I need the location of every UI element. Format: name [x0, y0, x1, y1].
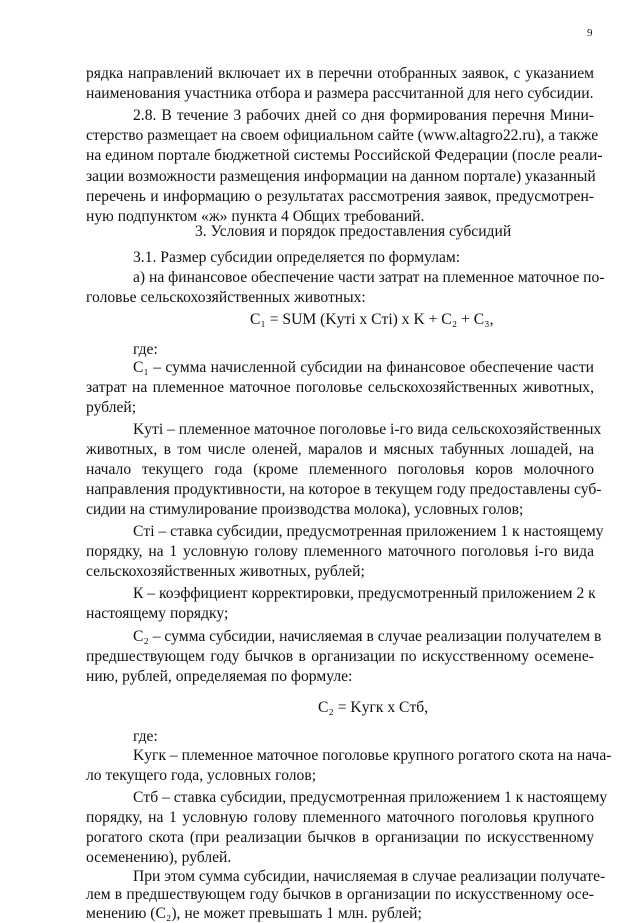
- paragraph-line: зации возможности размещения информации на данном портале) указанный: [86, 168, 596, 185]
- paragraph-line: предшествующем году бычков в организации по искусственному осемене-: [86, 648, 594, 665]
- paragraph-line: рогатого скота (при реализации бычков в организации по искусственному: [86, 829, 594, 846]
- paragraph-line: 3.1. Размер субсидии определяется по формулам:: [133, 249, 461, 266]
- paragraph-line: рублей;: [86, 399, 137, 416]
- paragraph-line: осеменению), рублей.: [86, 849, 232, 866]
- formula: C₂ = Kугк x Cтб,: [318, 699, 429, 716]
- paragraph-line: 2.8. В течение 3 рабочих дней со дня формирования перечня Мини-: [133, 107, 594, 124]
- paragraph-line: К – коэффициент корректировки, предусмотренный приложением 2 к: [133, 585, 596, 602]
- paragraph-line: начало текущего года (кроме племенного поголовья коров молочного: [86, 461, 594, 478]
- paragraph-line: нию, рублей, определяемая по формуле:: [86, 668, 353, 685]
- paragraph-line: наименования участника отбора и размера рассчитанной для него субсидии.: [86, 85, 594, 102]
- paragraph-line: порядку, на 1 условную голову племенного маточного поголовья крупного: [86, 809, 594, 826]
- paragraph-line: затрат на племенное маточное поголовье сельскохозяйственных животных,: [86, 379, 594, 396]
- page-number: 9: [587, 27, 593, 39]
- paragraph-line: сидии на стимулирование производства молока), условных голов;: [86, 501, 524, 518]
- paragraph-line: Kугк – племенное маточное поголовье крупного рогатого скота на нача-: [133, 747, 612, 764]
- paragraph-line: Cті – ставка субсидии, предусмотренная приложением 1 к настоящему: [133, 523, 604, 540]
- paragraph-line: где:: [133, 341, 158, 358]
- paragraph-line: ную подпунктом «ж» пункта 4 Общих требований.: [86, 208, 425, 225]
- formula: C₁ = SUM (Kуті x Cті) x K + C₂ + C₃,: [250, 311, 494, 328]
- paragraph-line: где:: [133, 728, 158, 745]
- paragraph-line: лем в предшествующем году бычков в организации по искусственному осе-: [86, 886, 594, 903]
- paragraph-line: Cтб – ставка субсидии, предусмотренная приложением 1 к настоящему: [133, 789, 608, 806]
- paragraph-line: настоящему порядку;: [86, 605, 229, 622]
- paragraph-line: направления продуктивности, на которое в текущем году предоставлены суб-: [86, 481, 602, 498]
- paragraph-line: При этом сумма субсидии, начисляемая в случае реализации получате-: [133, 868, 606, 885]
- paragraph-line: менению (C₂), не может превышать 1 млн. рублей;: [86, 905, 422, 922]
- paragraph-line: рядка направлений включает их в перечни отобранных заявок, с указанием: [86, 65, 594, 82]
- paragraph-line: порядку, на 1 условную голову племенного маточного поголовья i-го вида: [86, 543, 594, 560]
- paragraph-line: головье сельскохозяйственных животных:: [86, 289, 366, 306]
- paragraph-line: на едином портале бюджетной системы Российской Федерации (после реали-: [86, 147, 603, 164]
- paragraph-line: C₁ – сумма начисленной субсидии на финансовое обеспечение части: [133, 359, 594, 376]
- paragraph-line: животных, в том числе оленей, маралов и мясных табунных лошадей, на: [86, 441, 594, 458]
- paragraph-line: C₂ – сумма субсидии, начисляемая в случае реализации получателем в: [133, 628, 602, 645]
- paragraph-line: Kуті – племенное маточное поголовье i-го вида сельскохозяйственных: [133, 421, 602, 438]
- section-heading: 3. Условия и порядок предоставления субсидий: [195, 223, 512, 240]
- paragraph-line: сельскохозяйственных животных, рублей;: [86, 563, 365, 580]
- paragraph-line: ло текущего года, условных голов;: [86, 767, 317, 784]
- paragraph-line: а) на финансовое обеспечение части затрат на племенное маточное по-: [133, 269, 605, 286]
- paragraph-line: перечень и информацию о результатах рассмотрения заявок, предусмотрен-: [86, 188, 594, 205]
- paragraph-line: стерство размещает на своем официальном сайте (www.altagro22.ru), а также: [86, 127, 599, 144]
